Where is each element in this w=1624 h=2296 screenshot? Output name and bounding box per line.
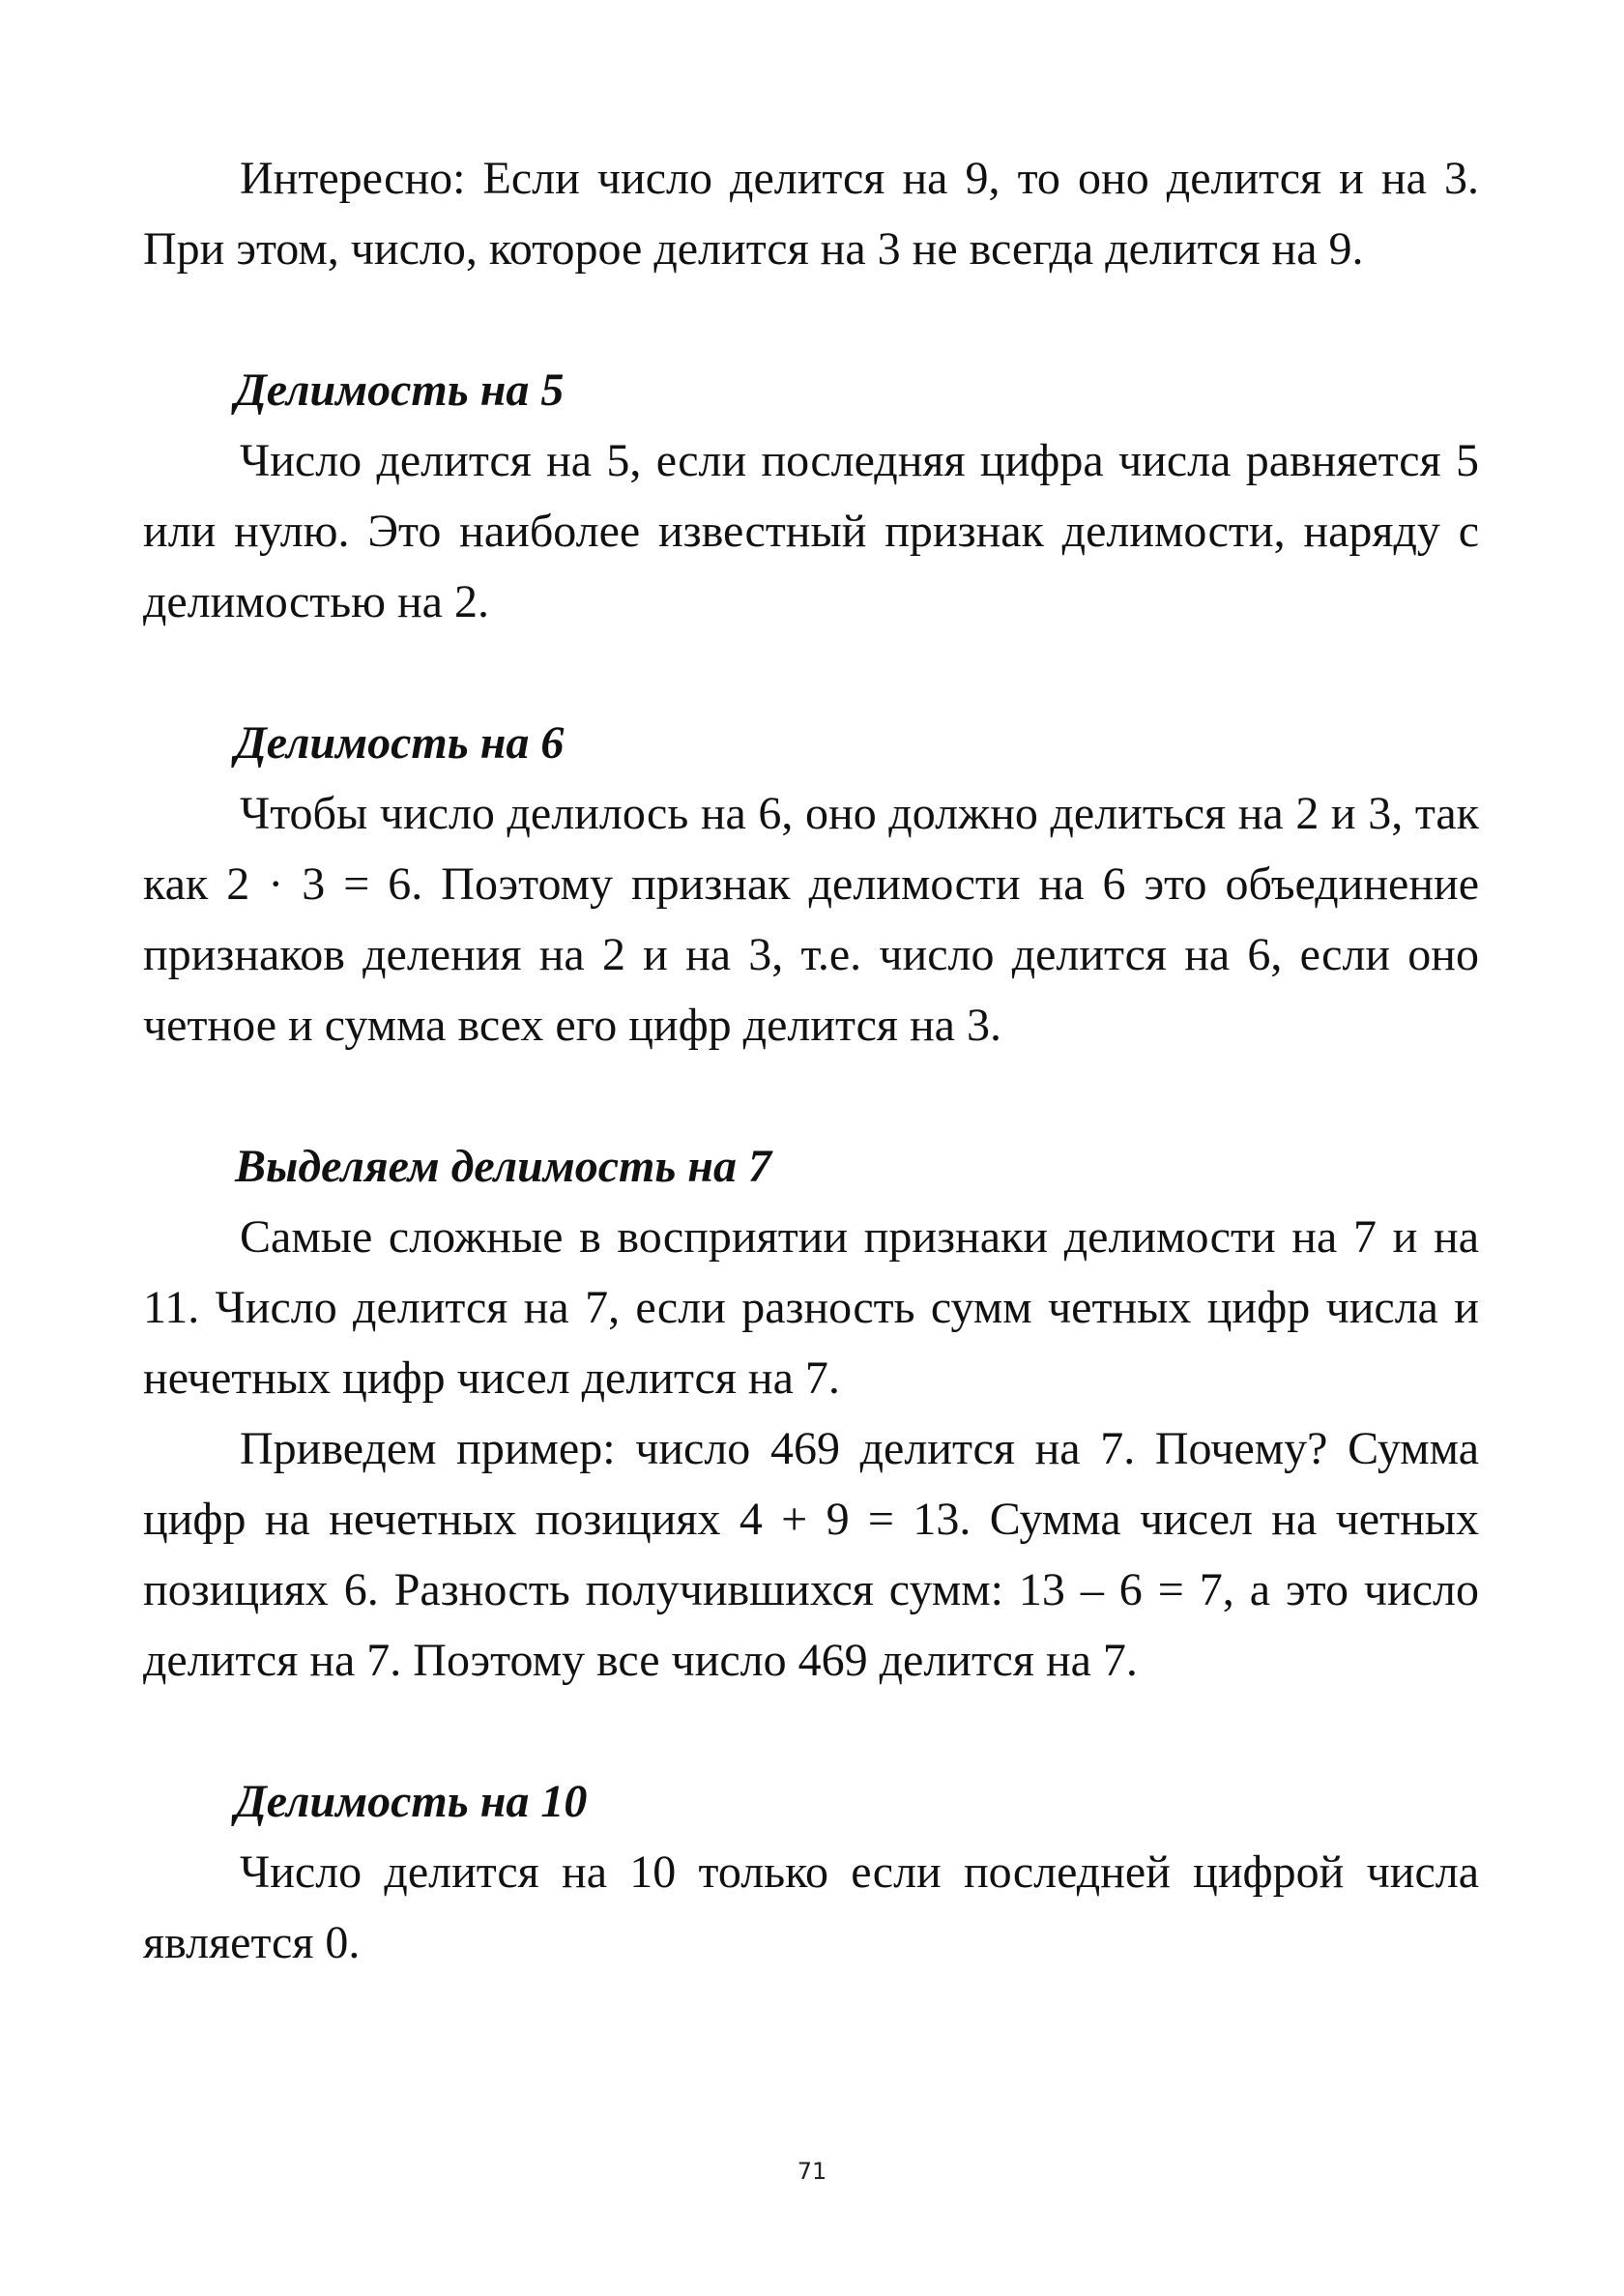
paragraph-divisibility-10: Число делится на 10 только если последней цифрой числа является 0. (143, 1846, 1479, 1968)
spacer (143, 284, 1479, 355)
paragraph-divisibility-5: Число делится на 5, если последняя цифра числа равняется 5 или нулю. Это наиболее известный признак делимости, наряду с делимостью на 2. (143, 435, 1479, 627)
heading-divisibility-10: Делимость на 10 (235, 1776, 588, 1827)
heading-divisibility-6: Делимость на 6 (235, 717, 565, 769)
paragraph-divisibility-7-example: Приведем пример: число 469 делится на 7. Почему? Сумма цифр на нечетных позициях 4 + 9 = 13. Сумма чисел на четных позициях 6. Разность получившихся сумм: 13 – 6 = 7, а это число делится на 7. Поэтому все число 469 делится на 7. (143, 1423, 1479, 1686)
heading-divisibility-5: Делимость на 5 (235, 364, 565, 416)
heading-divisibility-7: Выделяем делимость на 7 (235, 1141, 771, 1192)
spacer (143, 1061, 1479, 1131)
spacer (143, 1696, 1479, 1766)
page-number: 71 (797, 2158, 827, 2185)
page-body (143, 143, 1479, 1978)
paragraph-divisibility-6: Чтобы число делилось на 6, оно должно делиться на 2 и 3, так как 2 · 3 = 6. Поэтому признак делимости на 6 это объединение признаков деления на 2 и на 3, т.е. число делится на 6, если оно четное и сумма всех его цифр делится на 3. (143, 788, 1479, 1051)
spacer (143, 637, 1479, 708)
paragraph-intro: Интересно: Если число делится на 9, то оно делится и на 3. При этом, число, которое делится на 3 не всегда делится на 9. (143, 153, 1479, 275)
paragraph-divisibility-7-rule: Самые сложные в восприятии признаки делимости на 7 и на 11. Число делится на 7, если разность сумм четных цифр числа и нечетных цифр чисел делится на 7. (143, 1211, 1479, 1404)
